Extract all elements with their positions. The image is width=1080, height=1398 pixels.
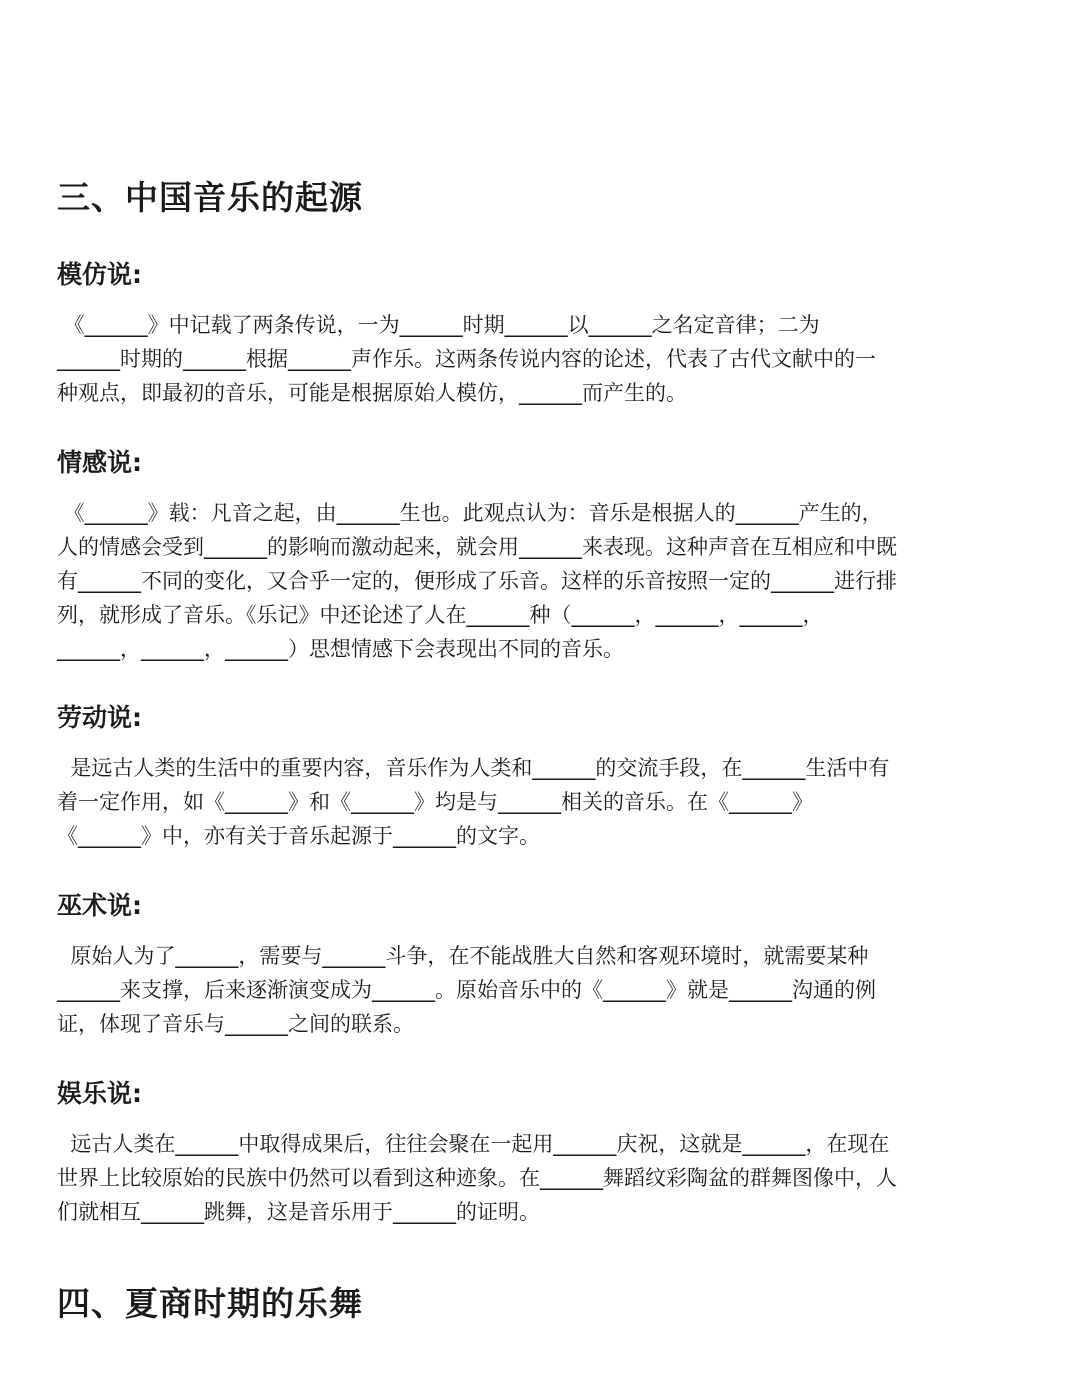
paragraph-line: 世界上比较原始的民族中仍然可以看到这种迹象。在______舞蹈纹彩陶盆的群舞图像中，人 — [57, 1166, 897, 1190]
paragraph-emotion — [57, 496, 997, 666]
paragraph-line: 种观点，即最初的音乐，可能是根据原始人模仿，______而产生的。 — [57, 381, 687, 405]
paragraph-line: 们就相互______跳舞，这是音乐用于______的证明。 — [57, 1200, 540, 1224]
subsection-title-entertainment: 娱乐说: — [57, 1079, 142, 1108]
paragraph-line: 有______不同的变化，又合乎一定的，便形成了乐音。这样的乐音按照一定的______进行排 — [57, 569, 897, 593]
subsection-title-emotion: 情感说: — [57, 448, 142, 477]
paragraph-line: ______，______，______）思想情感下会表现出不同的音乐。 — [57, 637, 624, 661]
paragraph-line: 原始人为了______，需要与______斗争，在不能战胜大自然和客观环境时，就需要某种 — [57, 944, 869, 968]
section-title-xia-shang: 四、夏商时期的乐舞 — [57, 1284, 363, 1323]
paragraph-line: ______时期的______根据______声作乐。这两条传说内容的论述，代表了古代文献中的一 — [57, 347, 876, 371]
paragraph-line: 列，就形成了音乐。《乐记》中还论述了人在______种（______，______，______， — [57, 603, 824, 627]
paragraph-line: 着一定作用，如《______》和《______》均是与______相关的音乐。在《______》 — [57, 790, 813, 814]
paragraph-labor — [57, 751, 997, 853]
paragraph-line: 《______》中，亦有关于音乐起源于______的文字。 — [57, 824, 540, 848]
paragraph-line: 是远古人类的生活中的重要内容，音乐作为人类和______的交流手段，在______生活中有 — [57, 756, 890, 780]
subsection-title-imitation: 模仿说: — [57, 260, 142, 289]
paragraph-line: ______来支撑，后来逐渐演变成为______。原始音乐中的《______》就是______沟通的例 — [57, 978, 876, 1002]
subsection-title-witchcraft: 巫术说: — [57, 891, 142, 920]
paragraph-line: 人的情感会受到______的影响而激动起来，就会用______来表现。这种声音在互相应和中既 — [57, 535, 897, 559]
section-title-origin: 三、中国音乐的起源 — [57, 178, 363, 217]
paragraph-imitation — [57, 308, 997, 410]
subsection-title-labor: 劳动说: — [57, 703, 142, 732]
paragraph-witchcraft — [57, 939, 997, 1041]
paragraph-line: 证，体现了音乐与______之间的联系。 — [57, 1012, 414, 1036]
paragraph-line: 远古人类在______中取得成果后，往往会聚在一起用______庆祝，这就是______，在现在 — [57, 1132, 890, 1156]
paragraph-line: 《______》中记载了两条传说，一为______时期______以______之名定音律；二为 — [57, 313, 820, 337]
paragraph-line: 《______》载：凡音之起，由______生也。此观点认为：音乐是根据人的______产生的， — [57, 501, 883, 525]
paragraph-entertainment — [57, 1127, 997, 1229]
